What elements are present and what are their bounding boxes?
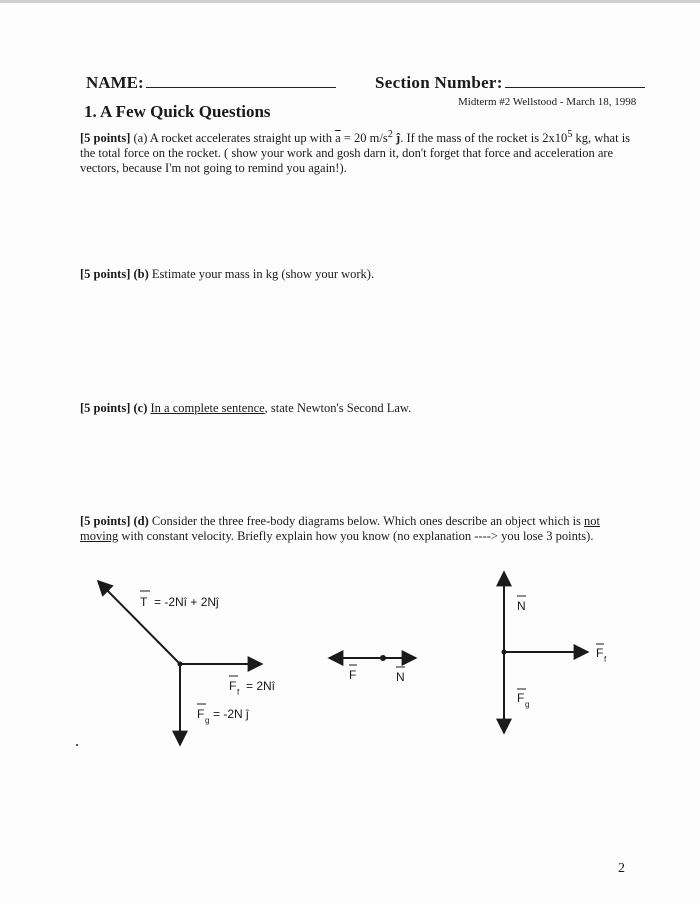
gravity-subscript: g — [205, 716, 210, 725]
object-dot-3 — [502, 650, 507, 655]
object-dot-2 — [380, 655, 386, 661]
object-dot — [178, 662, 183, 667]
force-right-label: N — [396, 670, 405, 684]
normal-label: N — [517, 599, 526, 613]
question-a-part: (a) — [133, 131, 148, 146]
friction-value: = 2Nî — [246, 679, 276, 693]
gravity-3-subscript: g — [525, 700, 530, 709]
gravity-3-label: F — [517, 691, 525, 705]
question-b-part: (b) — [133, 267, 149, 281]
question-d-text-2: with constant velocity. Briefly explain how you know (no explanation ----> you lose 3 points). — [118, 529, 594, 543]
question-c-points: [5 points] — [80, 401, 131, 415]
tension-label: T — [140, 595, 148, 609]
gravity-value: = -2N ĵ — [213, 707, 249, 721]
scan-speck — [76, 744, 78, 746]
question-b-text: Estimate your mass in kg (show your work). — [151, 267, 375, 281]
section-number-label: Section Number: — [375, 73, 503, 92]
name-label: NAME: — [86, 73, 144, 92]
question-c-underlined: In a complete sentence — [150, 401, 265, 415]
exponent-5: 5 — [567, 129, 573, 140]
force-left-label: F — [349, 668, 357, 682]
friction-label: F — [229, 679, 237, 693]
tension-arrow — [98, 581, 180, 664]
question-a-text-3: . If the mass of the rocket is 2x10 — [400, 131, 568, 146]
question-d-text-1: Consider the three free-body diagrams below. Which ones describe an object which is — [151, 514, 585, 528]
question-c-text: , state Newton's Second Law. — [264, 401, 412, 415]
diagram-3 — [502, 572, 608, 733]
friction-subscript: f — [237, 688, 240, 697]
exam-info: Midterm #2 Wellstood - March 18, 1998 — [458, 96, 637, 108]
question-a-text-1: A rocket accelerates straight up with — [149, 131, 336, 146]
gravity-label: F — [197, 707, 205, 721]
question-d-part: (d) — [133, 514, 149, 528]
j-hat-symbol: ĵ — [392, 131, 401, 146]
friction-3-subscript: f — [604, 655, 607, 664]
tension-value: = -2Nî + 2Nĵ — [154, 595, 219, 609]
question-a-text-2: = 20 m/s — [340, 131, 388, 146]
question-b-points: [5 points] — [80, 267, 131, 281]
exponent-2: 2 — [387, 129, 393, 140]
acceleration-vector-symbol: $\overline{a}$ — [335, 131, 341, 146]
diagram-2 — [329, 655, 416, 684]
question-d-underlined: not moving — [80, 514, 601, 543]
diagram-1 — [98, 581, 276, 745]
question-d-points: [5 points] — [80, 514, 131, 528]
friction-3-label: F — [596, 646, 604, 660]
free-body-diagrams — [0, 3, 700, 908]
question-c-part: (c) — [133, 401, 148, 415]
question-a-points: [5 points] — [80, 131, 131, 146]
question-a-text-4: kg, what is the total force on the rocket. ( show your work and gosh darn it, don't forget that force and acceleration are vectors, because I'm not going to remind you again!). — [80, 131, 631, 176]
section-heading: 1. A Few Quick Questions — [84, 102, 271, 121]
page-number: 2 — [618, 861, 625, 876]
